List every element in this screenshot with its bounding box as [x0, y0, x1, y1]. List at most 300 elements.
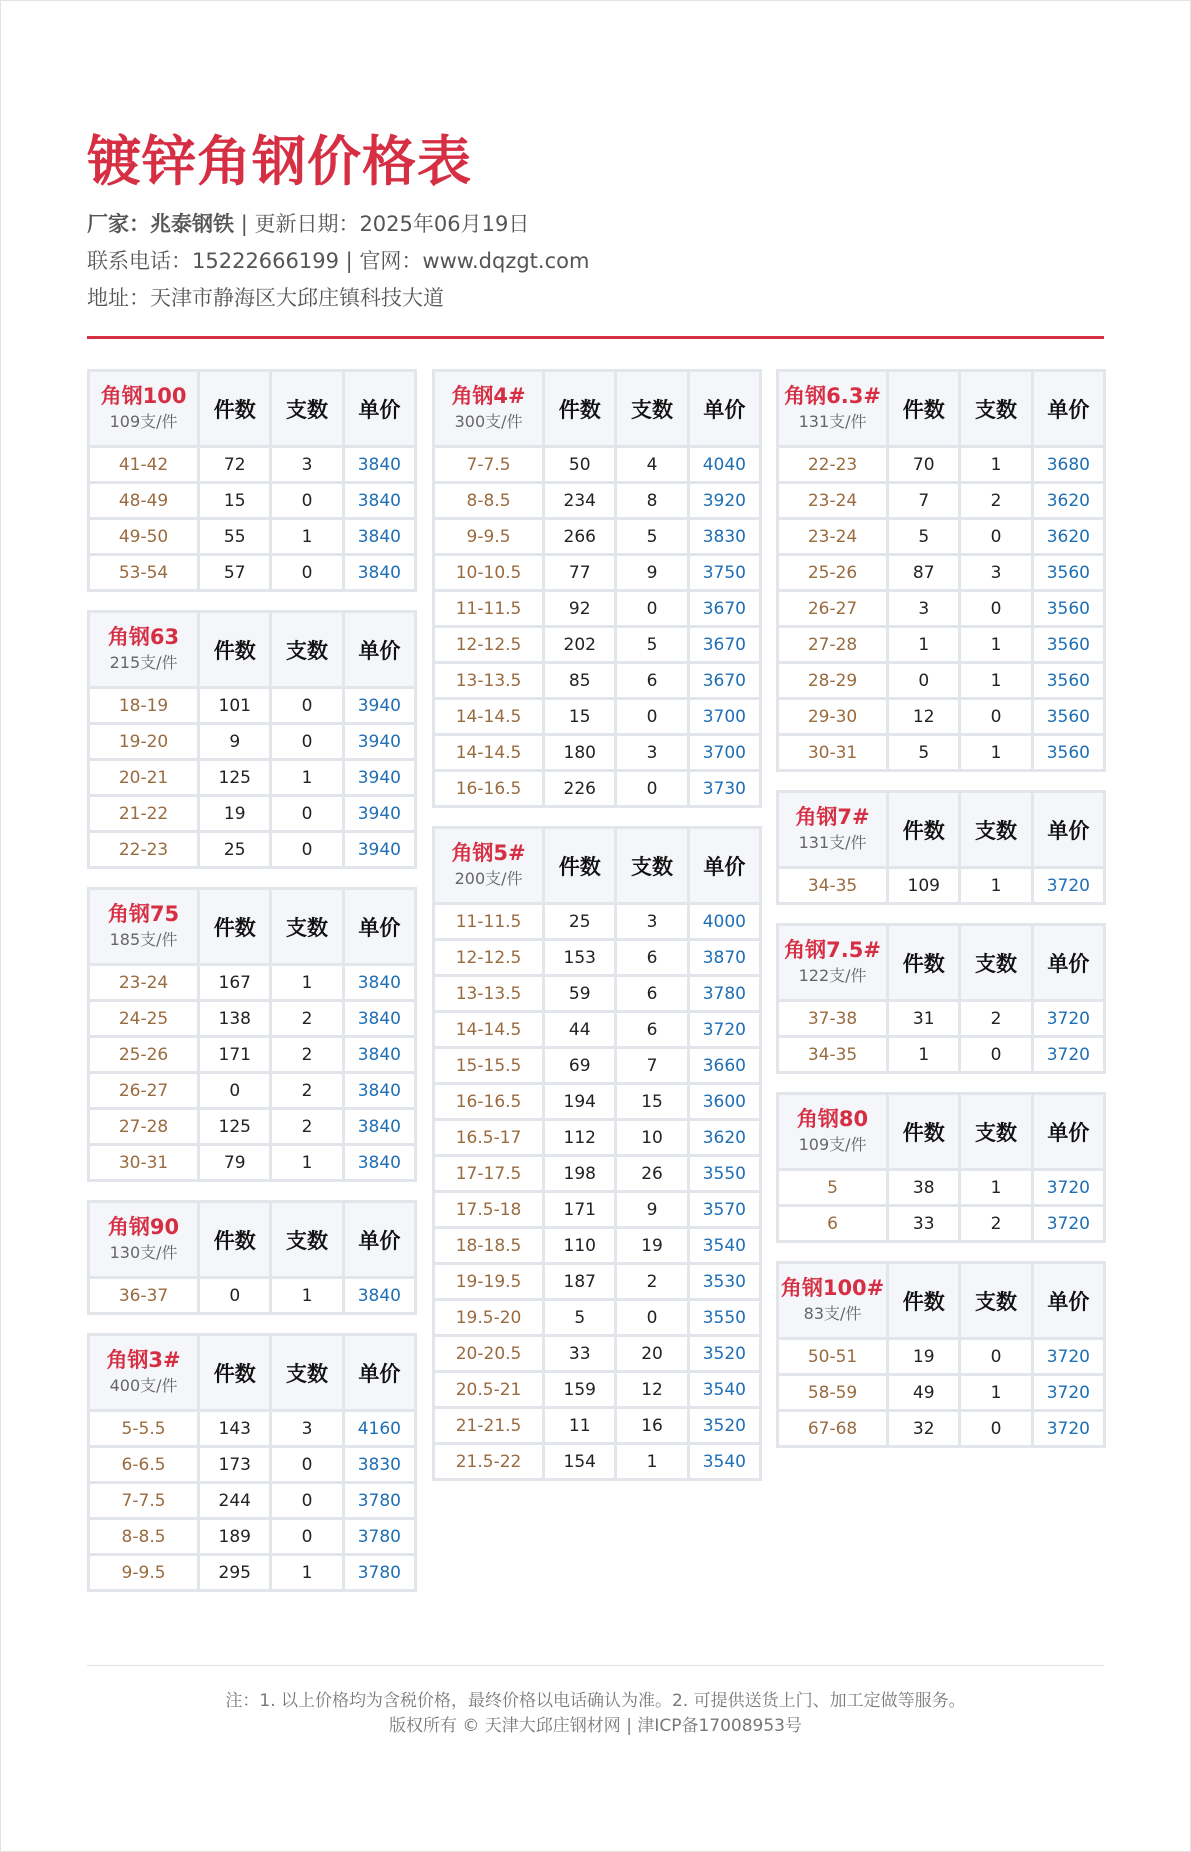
bars-cell: 0 — [617, 700, 686, 733]
bars-cell: 1 — [272, 761, 341, 794]
spec-cell: 27-28 — [779, 628, 886, 661]
table-row — [90, 966, 414, 999]
pieces-per-bundle: 185支/件 — [109, 929, 178, 949]
count-cell: 44 — [545, 1013, 614, 1046]
count-cell: 180 — [545, 736, 614, 769]
count-cell: 0 — [200, 1279, 269, 1312]
count-header: 件数 — [200, 1336, 269, 1409]
spec-cell: 16.5-17 — [435, 1121, 542, 1154]
bars-header: 支数 — [617, 829, 686, 902]
count-cell: 234 — [545, 484, 614, 517]
spec-cell: 28-29 — [779, 664, 886, 697]
price-cell: 3540 — [690, 1373, 759, 1406]
count-cell: 32 — [889, 1412, 958, 1445]
table-row — [435, 1373, 759, 1406]
spec-cell: 23-24 — [779, 520, 886, 553]
product-name: 角钢63 — [107, 624, 180, 649]
pieces-per-bundle: 130支/件 — [109, 1242, 178, 1262]
table-row — [779, 592, 1103, 625]
price-cell: 3550 — [690, 1301, 759, 1334]
price-cell: 3560 — [1034, 736, 1103, 769]
spec-cell: 26-27 — [779, 592, 886, 625]
price-cell: 3720 — [1034, 1038, 1103, 1071]
product-name: 角钢3# — [106, 1347, 181, 1372]
spec-cell: 6-6.5 — [90, 1448, 197, 1481]
count-cell: 167 — [200, 966, 269, 999]
table-row — [779, 700, 1103, 733]
bars-cell: 0 — [272, 833, 341, 866]
count-cell: 69 — [545, 1049, 614, 1082]
price-cell: 3620 — [1034, 520, 1103, 553]
spec-cell: 20-21 — [90, 761, 197, 794]
product-name: 角钢90 — [107, 1214, 180, 1239]
count-cell: 87 — [889, 556, 958, 589]
spec-cell: 8-8.5 — [90, 1520, 197, 1553]
table-row — [435, 1265, 759, 1298]
bars-cell: 5 — [617, 628, 686, 661]
count-cell: 72 — [200, 448, 269, 481]
table-row — [90, 725, 414, 758]
spec-cell: 58-59 — [779, 1376, 886, 1409]
price-cell: 3780 — [345, 1520, 414, 1553]
spec-cell: 11-11.5 — [435, 592, 542, 625]
table-row — [779, 1038, 1103, 1071]
spec-cell: 21-22 — [90, 797, 197, 830]
price-header: 单价 — [345, 372, 414, 445]
price-table — [87, 1200, 417, 1315]
count-cell: 153 — [545, 941, 614, 974]
count-cell: 11 — [545, 1409, 614, 1442]
price-cell: 3840 — [345, 484, 414, 517]
spec-cell: 12-12.5 — [435, 941, 542, 974]
table-row — [435, 520, 759, 553]
table-row — [779, 484, 1103, 517]
count-cell: 15 — [545, 700, 614, 733]
table-row — [90, 1074, 414, 1107]
price-cell: 3840 — [345, 966, 414, 999]
maker-label: 厂家：兆泰钢铁 — [87, 212, 234, 236]
price-cell: 3540 — [690, 1229, 759, 1262]
count-cell: 9 — [200, 725, 269, 758]
count-cell: 57 — [200, 556, 269, 589]
price-cell: 3940 — [345, 689, 414, 722]
price-cell: 3840 — [345, 448, 414, 481]
spec-cell: 30-31 — [90, 1146, 197, 1179]
count-cell: 49 — [889, 1376, 958, 1409]
price-header: 单价 — [345, 1203, 414, 1276]
price-table — [776, 1092, 1106, 1243]
pieces-per-bundle: 131支/件 — [798, 411, 867, 431]
price-header: 单价 — [345, 890, 414, 963]
spec-cell: 20-20.5 — [435, 1337, 542, 1370]
spec-cell: 27-28 — [90, 1110, 197, 1143]
pieces-per-bundle: 83支/件 — [803, 1303, 862, 1323]
table-row — [435, 977, 759, 1010]
company-info — [87, 206, 589, 317]
title-divider — [87, 336, 1104, 339]
table-header-row — [435, 372, 759, 445]
spec-cell: 17.5-18 — [435, 1193, 542, 1226]
count-cell: 244 — [200, 1484, 269, 1517]
price-cell: 3780 — [690, 977, 759, 1010]
count-cell: 5 — [889, 736, 958, 769]
table-header-row — [779, 1264, 1103, 1337]
price-cell: 3840 — [345, 1038, 414, 1071]
product-name: 角钢6.3# — [784, 383, 881, 408]
bars-cell: 2 — [272, 1074, 341, 1107]
price-header: 单价 — [1034, 926, 1103, 999]
price-cell: 3940 — [345, 725, 414, 758]
maker-line — [87, 206, 589, 243]
price-table — [87, 1333, 417, 1592]
price-cell: 3670 — [690, 628, 759, 661]
price-cell: 3570 — [690, 1193, 759, 1226]
pieces-per-bundle: 109支/件 — [109, 411, 178, 431]
spec-cell: 12-12.5 — [435, 628, 542, 661]
count-cell: 92 — [545, 592, 614, 625]
bars-cell: 8 — [617, 484, 686, 517]
table-row — [90, 1520, 414, 1553]
count-cell: 198 — [545, 1157, 614, 1190]
product-name: 角钢5# — [451, 840, 526, 865]
price-cell: 3720 — [1034, 1171, 1103, 1204]
bars-cell: 6 — [617, 977, 686, 1010]
pieces-per-bundle: 300支/件 — [454, 411, 523, 431]
count-header: 件数 — [545, 829, 614, 902]
count-cell: 77 — [545, 556, 614, 589]
price-cell: 3530 — [690, 1265, 759, 1298]
spec-cell: 19-20 — [90, 725, 197, 758]
spec-cell: 18-19 — [90, 689, 197, 722]
price-cell: 3540 — [690, 1445, 759, 1478]
bars-cell: 15 — [617, 1085, 686, 1118]
bars-cell: 0 — [272, 689, 341, 722]
bars-cell: 0 — [961, 520, 1030, 553]
bars-cell: 26 — [617, 1157, 686, 1190]
price-cell: 3840 — [345, 1002, 414, 1035]
count-cell: 173 — [200, 1448, 269, 1481]
price-cell: 3620 — [1034, 484, 1103, 517]
bars-cell: 7 — [617, 1049, 686, 1082]
table-row — [435, 1229, 759, 1262]
product-name: 角钢4# — [451, 383, 526, 408]
table-row — [90, 1412, 414, 1445]
count-cell: 109 — [889, 869, 958, 902]
table-row — [90, 1038, 414, 1071]
spec-cell: 23-24 — [779, 484, 886, 517]
spec-cell: 16-16.5 — [435, 772, 542, 805]
table-column-2 — [432, 369, 762, 1499]
price-cell: 3700 — [690, 736, 759, 769]
bars-cell: 9 — [617, 1193, 686, 1226]
price-cell: 3600 — [690, 1085, 759, 1118]
bars-cell: 0 — [272, 797, 341, 830]
table-row — [435, 736, 759, 769]
spec-cell: 53-54 — [90, 556, 197, 589]
price-cell: 3840 — [345, 1110, 414, 1143]
count-cell: 0 — [200, 1074, 269, 1107]
bars-cell: 1 — [961, 1171, 1030, 1204]
bars-cell: 2 — [961, 1207, 1030, 1240]
spec-cell: 14-14.5 — [435, 736, 542, 769]
price-table — [776, 1261, 1106, 1448]
spec-cell: 22-23 — [779, 448, 886, 481]
spec-cell: 49-50 — [90, 520, 197, 553]
table-row — [779, 1376, 1103, 1409]
price-cell: 3620 — [690, 1121, 759, 1154]
count-cell: 5 — [545, 1301, 614, 1334]
table-row — [435, 1121, 759, 1154]
price-header: 单价 — [345, 1336, 414, 1409]
table-row — [90, 689, 414, 722]
page-title: 镀锌角钢价格表 — [87, 130, 472, 193]
count-cell: 171 — [200, 1038, 269, 1071]
table-header-row — [90, 613, 414, 686]
table-row — [779, 664, 1103, 697]
count-cell: 70 — [889, 448, 958, 481]
count-cell: 295 — [200, 1556, 269, 1589]
count-header: 件数 — [889, 793, 958, 866]
spec-cell: 20.5-21 — [435, 1373, 542, 1406]
price-table — [87, 610, 417, 869]
bars-header: 支数 — [961, 926, 1030, 999]
bars-header: 支数 — [961, 793, 1030, 866]
table-row — [90, 1002, 414, 1035]
footer-divider — [87, 1665, 1104, 1666]
table-row — [779, 520, 1103, 553]
bars-cell: 12 — [617, 1373, 686, 1406]
price-cell: 3840 — [345, 1074, 414, 1107]
table-row — [435, 1049, 759, 1082]
price-table — [432, 826, 762, 1481]
bars-cell: 20 — [617, 1337, 686, 1370]
table-row — [779, 1171, 1103, 1204]
count-cell: 189 — [200, 1520, 269, 1553]
table-header-row — [90, 1203, 414, 1276]
table-row — [90, 1484, 414, 1517]
bars-cell: 9 — [617, 556, 686, 589]
table-row — [435, 484, 759, 517]
count-cell: 101 — [200, 689, 269, 722]
bars-cell: 1 — [617, 1445, 686, 1478]
count-cell: 226 — [545, 772, 614, 805]
count-header: 件数 — [889, 1095, 958, 1168]
spec-cell: 34-35 — [779, 1038, 886, 1071]
table-row — [779, 736, 1103, 769]
bars-header: 支数 — [272, 890, 341, 963]
spec-cell: 25-26 — [90, 1038, 197, 1071]
bars-cell: 3 — [961, 556, 1030, 589]
bars-cell: 1 — [272, 1146, 341, 1179]
table-header-row — [779, 372, 1103, 445]
price-cell: 3940 — [345, 797, 414, 830]
price-header: 单价 — [690, 372, 759, 445]
table-row — [779, 628, 1103, 661]
count-header: 件数 — [200, 890, 269, 963]
table-row — [435, 448, 759, 481]
table-row — [90, 1279, 414, 1312]
bars-cell: 1 — [961, 869, 1030, 902]
price-cell: 3560 — [1034, 664, 1103, 697]
table-row — [435, 772, 759, 805]
bars-cell: 10 — [617, 1121, 686, 1154]
product-header — [779, 372, 886, 445]
spec-cell: 11-11.5 — [435, 905, 542, 938]
bars-cell: 0 — [272, 1520, 341, 1553]
count-header: 件数 — [545, 372, 614, 445]
count-cell: 159 — [545, 1373, 614, 1406]
bars-cell: 1 — [961, 1376, 1030, 1409]
product-name: 角钢7.5# — [784, 937, 881, 962]
spec-cell: 15-15.5 — [435, 1049, 542, 1082]
product-header — [779, 1264, 886, 1337]
table-header-row — [779, 1095, 1103, 1168]
price-cell: 3730 — [690, 772, 759, 805]
spec-cell: 50-51 — [779, 1340, 886, 1373]
footer-copyright: 版权所有 © 天津大邱庄钢材网 | 津ICP备17008953号 — [388, 1716, 802, 1736]
bars-cell: 0 — [617, 1301, 686, 1334]
bars-cell: 16 — [617, 1409, 686, 1442]
bars-cell: 1 — [961, 664, 1030, 697]
spec-cell: 24-25 — [90, 1002, 197, 1035]
count-cell: 0 — [889, 664, 958, 697]
spec-cell: 6 — [779, 1207, 886, 1240]
product-header — [90, 890, 197, 963]
count-cell: 15 — [200, 484, 269, 517]
count-cell: 266 — [545, 520, 614, 553]
table-row — [435, 556, 759, 589]
table-header-row — [779, 926, 1103, 999]
table-row — [90, 1448, 414, 1481]
count-cell: 55 — [200, 520, 269, 553]
table-column-1 — [87, 369, 417, 1610]
update-date: | 更新日期：2025年06月19日 — [240, 212, 530, 236]
price-cell: 3560 — [1034, 556, 1103, 589]
price-cell: 3550 — [690, 1157, 759, 1190]
bars-cell: 2 — [961, 484, 1030, 517]
bars-cell: 2 — [272, 1002, 341, 1035]
price-cell: 3830 — [690, 520, 759, 553]
table-column-3 — [776, 369, 1106, 1466]
spec-cell: 13-13.5 — [435, 664, 542, 697]
footer-note: 注：1. 以上价格均为含税价格，最终价格以电话确认为准。2. 可提供送货上门、加工定做等服务。 — [225, 1691, 966, 1711]
count-cell: 25 — [545, 905, 614, 938]
price-table — [432, 369, 762, 808]
count-cell: 19 — [200, 797, 269, 830]
count-cell: 33 — [889, 1207, 958, 1240]
bars-cell: 0 — [961, 700, 1030, 733]
price-cell: 4040 — [690, 448, 759, 481]
count-cell: 19 — [889, 1340, 958, 1373]
table-row — [90, 1146, 414, 1179]
price-cell: 3840 — [345, 556, 414, 589]
spec-cell: 7-7.5 — [435, 448, 542, 481]
bars-cell: 1 — [272, 1556, 341, 1589]
spec-cell: 5-5.5 — [90, 1412, 197, 1445]
spec-cell: 8-8.5 — [435, 484, 542, 517]
bars-cell: 0 — [617, 772, 686, 805]
spec-cell: 16-16.5 — [435, 1085, 542, 1118]
count-cell: 50 — [545, 448, 614, 481]
price-header: 单价 — [1034, 793, 1103, 866]
price-cell: 3720 — [1034, 869, 1103, 902]
price-cell: 3670 — [690, 664, 759, 697]
price-cell: 3750 — [690, 556, 759, 589]
product-header — [779, 793, 886, 866]
table-row — [435, 1085, 759, 1118]
price-cell: 3720 — [690, 1013, 759, 1046]
product-name: 角钢7# — [795, 804, 870, 829]
address-line: 地址：天津市静海区大邱庄镇科技大道 — [87, 286, 444, 310]
count-cell: 171 — [545, 1193, 614, 1226]
spec-cell: 5 — [779, 1171, 886, 1204]
pieces-per-bundle: 400支/件 — [109, 1375, 178, 1395]
bars-cell: 0 — [272, 484, 341, 517]
product-header — [90, 1203, 197, 1276]
bars-cell: 5 — [617, 520, 686, 553]
price-cell: 4160 — [345, 1412, 414, 1445]
product-header — [779, 926, 886, 999]
bars-cell: 0 — [961, 1340, 1030, 1373]
spec-cell: 37-38 — [779, 1002, 886, 1035]
spec-cell: 9-9.5 — [435, 520, 542, 553]
table-row — [90, 797, 414, 830]
spec-cell: 25-26 — [779, 556, 886, 589]
table-row — [779, 448, 1103, 481]
contact-line: 联系电话：15222666199 | 官网：www.dqzgt.com — [87, 249, 590, 273]
table-row — [779, 1340, 1103, 1373]
spec-cell: 13-13.5 — [435, 977, 542, 1010]
table-row — [90, 484, 414, 517]
count-cell: 33 — [545, 1337, 614, 1370]
product-header — [779, 1095, 886, 1168]
bars-cell: 6 — [617, 664, 686, 697]
count-cell: 79 — [200, 1146, 269, 1179]
count-cell: 59 — [545, 977, 614, 1010]
price-cell: 3560 — [1034, 628, 1103, 661]
bars-cell: 2 — [272, 1038, 341, 1071]
spec-cell: 21.5-22 — [435, 1445, 542, 1478]
bars-header: 支数 — [272, 1203, 341, 1276]
bars-cell: 2 — [272, 1110, 341, 1143]
pieces-per-bundle: 200支/件 — [454, 868, 523, 888]
price-cell: 3720 — [1034, 1207, 1103, 1240]
table-row — [435, 592, 759, 625]
price-cell: 3520 — [690, 1409, 759, 1442]
bars-header: 支数 — [961, 372, 1030, 445]
price-cell: 3520 — [690, 1337, 759, 1370]
price-cell: 3940 — [345, 761, 414, 794]
bars-header: 支数 — [961, 1095, 1030, 1168]
price-cell: 3920 — [690, 484, 759, 517]
table-row — [90, 520, 414, 553]
bars-cell: 2 — [617, 1265, 686, 1298]
count-cell: 138 — [200, 1002, 269, 1035]
price-table — [87, 369, 417, 592]
count-cell: 154 — [545, 1445, 614, 1478]
price-cell: 3560 — [1034, 592, 1103, 625]
table-row — [435, 1157, 759, 1190]
bars-cell: 3 — [617, 736, 686, 769]
price-table — [776, 369, 1106, 772]
price-cell: 3780 — [345, 1556, 414, 1589]
bars-header: 支数 — [961, 1264, 1030, 1337]
spec-cell: 30-31 — [779, 736, 886, 769]
price-header: 单价 — [1034, 1264, 1103, 1337]
bars-cell: 0 — [961, 1038, 1030, 1071]
table-row — [779, 1207, 1103, 1240]
price-cell: 3680 — [1034, 448, 1103, 481]
